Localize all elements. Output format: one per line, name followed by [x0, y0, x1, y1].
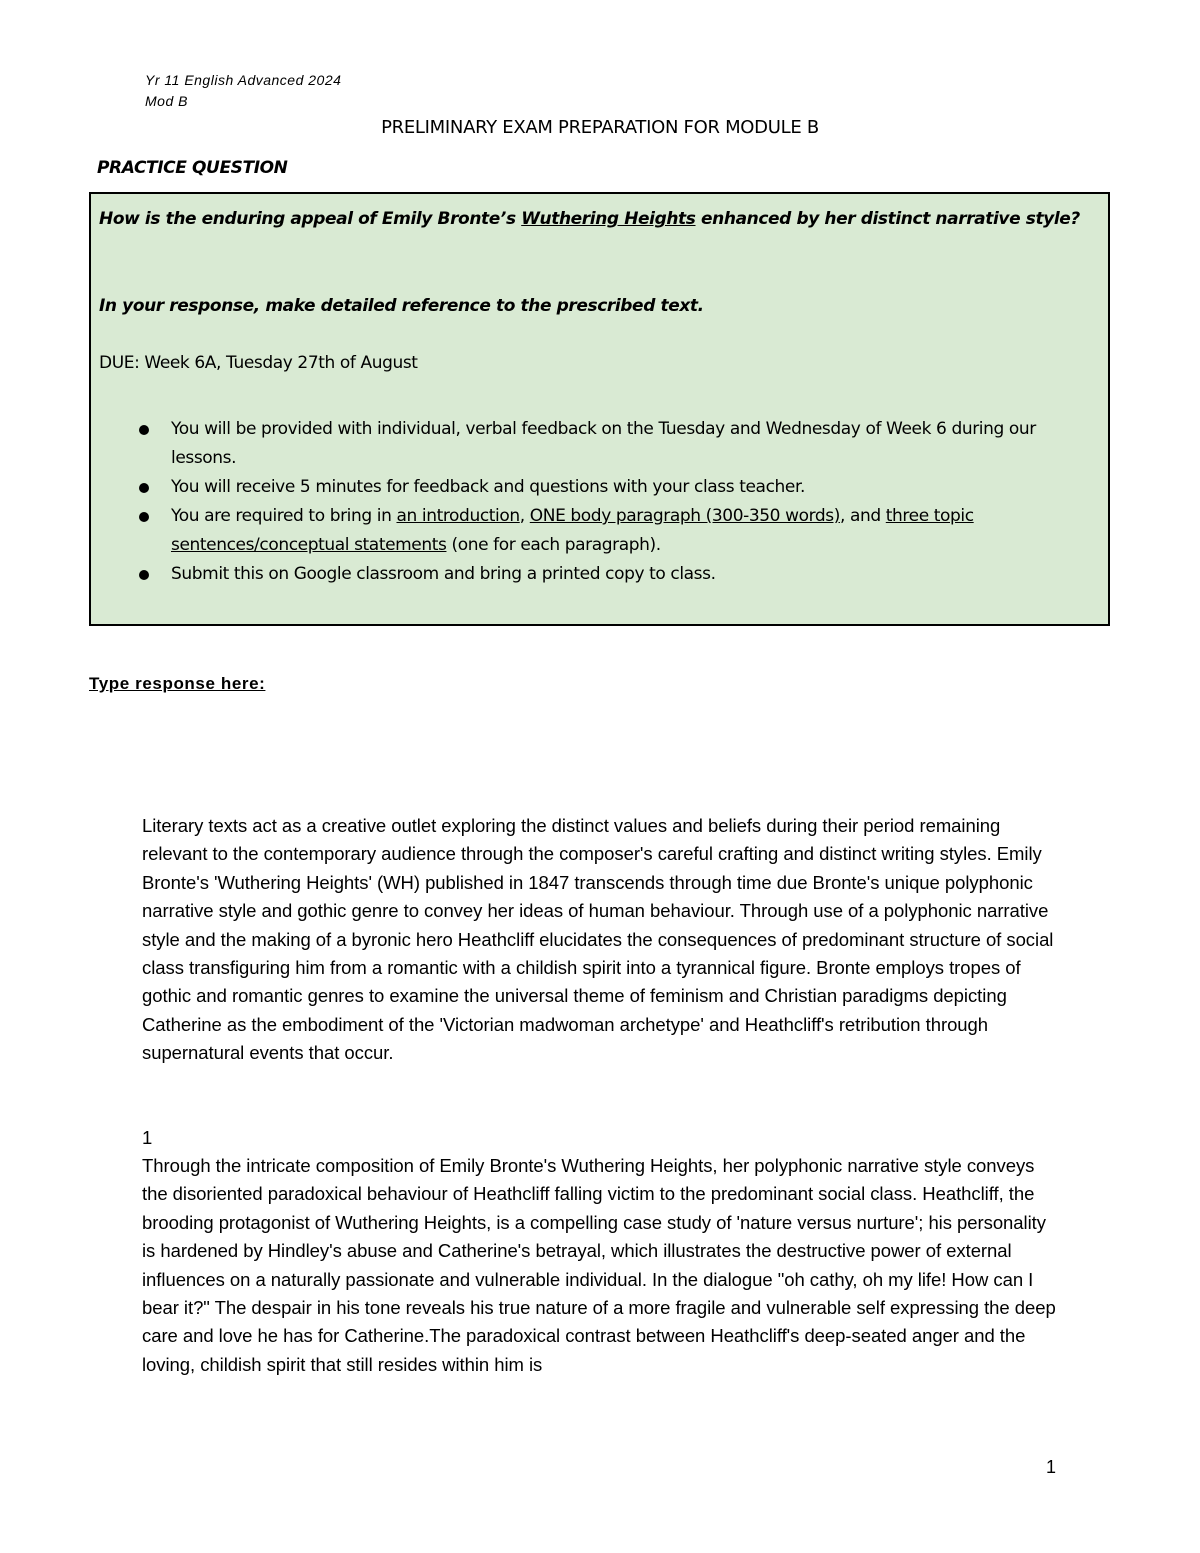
instruction-text: You will receive 5 minutes for feedback and questions with your class teacher. [171, 477, 805, 497]
text-title: Wuthering Heights [521, 209, 696, 229]
response-label: Type response here: [89, 674, 266, 693]
question-text [99, 205, 1099, 234]
bullet-icon [139, 570, 149, 580]
requirement-topic-sentences: three topic sentences/conceptual statements [171, 506, 974, 555]
requirement-body-paragraph: ONE body paragraph (300-350 words) [529, 506, 840, 526]
instruction-text-suffix: (one for each paragraph). [446, 535, 661, 555]
requirement-introduction: an introduction [396, 506, 520, 526]
bullet-icon [139, 512, 149, 522]
bullet-icon [139, 425, 149, 435]
practice-question-heading: PRACTICE QUESTION [97, 158, 288, 178]
separator-text: , and [839, 506, 886, 526]
introduction-paragraph[interactable]: Literary texts act as a creative outlet exploring the distinct values and beliefs during their period remaining relevant to the contemporary audience through the composer's careful crafting and distinct writing styles. Emily Bronte's 'Wuthering Heights' (WH) published in 1847 transcends through time due Bronte's unique polyphonic narrative style and gothic genre to convey her ideas of human behaviour. Through use of a polyphonic narrative style and the making of a byronic hero Heathcliff elucidates the consequences of predominant structure of social class transfiguring him from a romantic with a childish spirit into a tyrannical figure. Bronte employs tropes of gothic and romantic genres to examine the universal theme of feminism and Christian paradigms depicting Catherine as the embodiment of the 'Victorian madwoman archetype' and Heathcliff's retribution through supernatural events that occur. [142, 815, 1054, 1064]
instruction-item [136, 502, 1101, 560]
instruction-item [136, 473, 1101, 502]
question-text-after: enhanced by her distinct narrative style? [695, 209, 1080, 229]
course-label: Yr 11 English Advanced 2024 [145, 72, 342, 88]
instruction-text-prefix: You are required to bring in [171, 506, 397, 526]
due-date: DUE: Week 6A, Tuesday 27th of August [99, 353, 418, 373]
bullet-icon [139, 483, 149, 493]
instruction-list [136, 415, 1101, 589]
body-paragraph[interactable]: Through the intricate composition of Emily Bronte's Wuthering Heights, her polyphonic narrative style conveys the disoriented paradoxical behaviour of Heathcliff falling victim to the predominant social class. Heathcliff, the brooding protagonist of Wuthering Heights, is a compelling case study of 'nature versus nurture'; his personality is hardened by Hindley's abuse and Catherine's betrayal, which illustrates the destructive power of external influences on a naturally passionate and vulnerable individual. In the dialogue "oh cathy, oh my life! How can I bear it?" The despair in his tone reveals his true nature of a more fragile and vulnerable self expressing the deep care and love he has for Catherine.The paradoxical contrast between Heathcliff's deep-seated anger and the loving, childish spirit that still resides within him is [142, 1155, 1056, 1375]
module-label: Mod B [145, 93, 188, 109]
paragraph-number[interactable]: 1 [142, 1127, 153, 1148]
separator-text: , [519, 506, 530, 526]
question-text-before: How is the enduring appeal of Emily Bronte’s [99, 209, 522, 229]
page-title: PRELIMINARY EXAM PREPARATION FOR MODULE B [381, 117, 819, 138]
instruction-text: Submit this on Google classroom and bring a printed copy to class. [171, 564, 716, 584]
instruction-text: You will be provided with individual, verbal feedback on the Tuesday and Wednesday of Week 6 during our lessons. [171, 419, 1036, 468]
instruction-item [136, 415, 1101, 473]
page-number: 1 [1046, 1457, 1057, 1477]
reference-instruction: In your response, make detailed reference to the prescribed text. [99, 296, 704, 316]
instruction-item [136, 560, 1101, 589]
